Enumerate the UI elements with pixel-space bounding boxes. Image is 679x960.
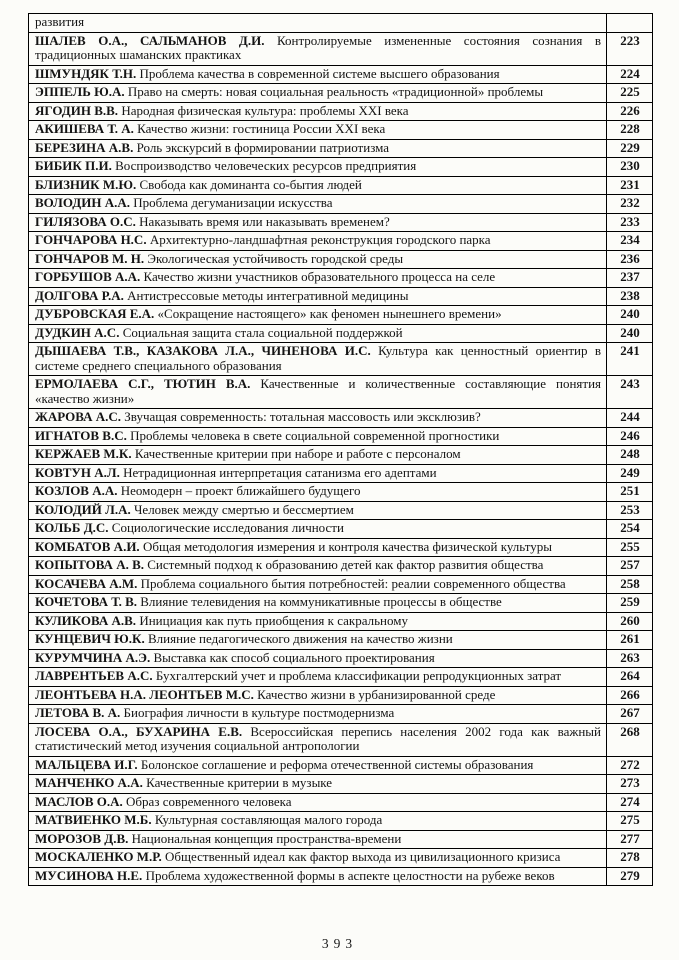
entry-title: Звучащая современность: тотальная массовость или эксклюзив? [124,409,481,424]
entry-page-number: 277 [607,830,653,849]
entry-page-number: 224 [607,65,653,84]
entry-text-cell [29,793,607,812]
entry-text-cell [29,446,607,465]
table-row [29,538,653,557]
entry-title: Свобода как доминанта со-бытия людей [139,176,362,192]
entry-authors: ШАЛЕВ О.А., САЛЬМАНОВ Д.И. [35,32,277,48]
entry-page-number: 225 [607,84,653,103]
entry-text-cell [29,812,607,831]
entry-title: Проблема социального бытия потребностей: реалии современного общества [140,575,566,591]
entry-page-number: 267 [607,705,653,724]
entry-title: Человек между смертью и бессмертием [133,501,354,517]
entry-authors: АКИШЕВА Т. А. [35,121,138,136]
entry-page-number: 273 [607,775,653,794]
entry-page-number: 266 [607,686,653,705]
entry-authors: МУСИНОВА Н.Е. [35,867,146,883]
table-row [29,176,653,195]
entry-page-number: 272 [607,756,653,775]
entry-page-number: 243 [607,376,653,409]
entry-title: Проблема художественной формы в аспекте целостности на рубеже веков [145,867,555,883]
table-row [29,232,653,251]
entry-authors: ЛАВРЕНТЬЕВ А.С. [35,668,156,683]
entry-authors: КЕРЖАЕВ М.К. [35,446,135,461]
entry-title: Проблемы человека в свете социальной современной прогностики [130,427,500,443]
table-row [29,649,653,668]
entry-title: Неомодерн – проект ближайшего будущего [120,483,361,498]
entry-authors: ГИЛЯЗОВА О.С. [35,213,140,229]
entry-text-cell [29,139,607,158]
entry-page-number: 229 [607,139,653,158]
entry-page-number: 226 [607,102,653,121]
entry-page-number: 259 [607,594,653,613]
entry-text-cell [29,409,607,428]
entry-authors: ЭППЕЛЬ Ю.А. [35,84,128,99]
entry-title: Народная физическая культура: проблемы XXI века [121,102,409,118]
entry-title: Влияние педагогического движения на качество жизни [148,631,453,646]
entry-authors: КОЛОДИЙ Л.А. [35,501,134,517]
entry-authors: ЯГОДИН В.В. [35,102,122,118]
entry-text-cell [29,324,607,343]
entry-title: Системный подход к образованию детей как фактор развития общества [147,557,544,572]
entry-text-cell [29,14,607,33]
entry-page-number [607,14,653,33]
entry-title: Качественные критерии при наборе и работе с персоналом [134,446,461,461]
table-row [29,594,653,613]
entry-text-cell [29,501,607,520]
entry-authors: БЕРЕЗИНА А.В. [35,139,137,155]
entry-title: Всероссийская перепись населения 2002 года как важный статистический метод изучения социальной антропологии [35,723,601,753]
entry-page-number: 244 [607,409,653,428]
entry-title: Влияние телевидения на коммуникативные процессы в обществе [140,594,502,609]
entry-page-number: 253 [607,501,653,520]
entry-text-cell [29,575,607,594]
entry-page-number: 246 [607,427,653,446]
entry-page-number: 260 [607,612,653,631]
entry-authors: БЛИЗНИК М.Ю. [35,176,140,192]
entry-text-cell [29,343,607,376]
entry-title: Нетрадиционная интерпретация сатанизма его адептами [123,464,437,480]
entry-title: «Сокращение настоящего» как феномен нынешнего времени» [157,306,502,321]
table-row [29,269,653,288]
entry-page-number: 232 [607,195,653,214]
entry-authors: МАТВИЕНКО М.Б. [35,812,155,827]
entry-title: Культурная составляющая малого города [154,812,383,827]
table-row [29,483,653,502]
entry-page-number: 241 [607,343,653,376]
entry-text-cell [29,705,607,724]
entry-page-number: 279 [607,867,653,886]
entry-title: Проблема дегуманизации искусства [133,195,333,210]
table-row [29,775,653,794]
entry-title: Качество жизни в урбанизированной среде [257,686,496,702]
entry-authors: ЛЕОНТЬЕВА Н.А. ЛЕОНТЬЕВ М.С. [35,686,258,702]
entry-page-number: 230 [607,158,653,177]
table-row [29,32,653,65]
entry-text-cell [29,65,607,84]
entry-authors: ИГНАТОВ В.С. [35,427,131,443]
entry-title: Качество жизни участников образовательного процесса на селе [143,269,496,284]
entry-authors: МОРОЗОВ Д.В. [35,830,132,846]
entry-title: Качественные критерии в музыке [146,775,333,790]
entry-authors: ЖАРОВА А.С. [35,409,125,424]
entry-title: Архитектурно-ландшафтная реконструкция городского парка [149,232,491,247]
entry-page-number: 240 [607,306,653,325]
table-row [29,686,653,705]
table-row [29,612,653,631]
entry-page-number: 237 [607,269,653,288]
entry-text-cell [29,464,607,483]
entry-page-number: 248 [607,446,653,465]
table-row [29,65,653,84]
entry-title: Право на смерть: новая социальная реальность «традиционной» проблемы [127,84,544,99]
entry-text-cell [29,102,607,121]
entry-text-cell [29,612,607,631]
entry-title: Антистрессовые методы интегративной медицины [127,287,409,303]
table-row [29,520,653,539]
entry-authors: ШМУНДЯК Т.Н. [35,65,140,81]
entry-text-cell [29,867,607,886]
entry-page-number: 261 [607,631,653,650]
entry-text-cell [29,306,607,325]
table-row [29,139,653,158]
table-row [29,121,653,140]
entry-text-cell [29,483,607,502]
entry-page-number: 255 [607,538,653,557]
table-row [29,427,653,446]
entry-title: Бухгалтерский учет и проблема классификации репродукционных затрат [155,668,562,683]
entry-page-number: 264 [607,668,653,687]
entry-title: Контролируемые измененные состояния сознания в традиционных шаманских практиках [35,32,601,62]
table-row [29,705,653,724]
table-row [29,812,653,831]
page-number: 393 [321,936,358,951]
entry-authors: БИБИК П.И. [35,158,116,173]
entry-page-number: 275 [607,812,653,831]
table-row [29,287,653,306]
entry-text-cell [29,427,607,446]
entry-title: Инициация как путь приобщения к сакральному [139,612,408,628]
table-row [29,668,653,687]
entry-text-cell [29,269,607,288]
entry-title: Образ современного человека [126,793,292,809]
entry-text-cell [29,649,607,668]
entry-text-cell [29,84,607,103]
entry-authors: КУРУМЧИНА А.Э. [35,649,154,665]
entry-page-number: 233 [607,213,653,232]
entry-title: Болонское соглашение и реформа отечественной системы образования [140,756,534,772]
entry-page-number: 238 [607,287,653,306]
entry-text-cell [29,32,607,65]
entry-authors: КОМБАТОВ А.И. [35,538,143,554]
table-row [29,102,653,121]
entry-text-cell [29,158,607,177]
entry-title: Роль экскурсий в формировании патриотизма [136,139,390,155]
entry-page-number: 274 [607,793,653,812]
entry-text-cell [29,176,607,195]
entry-page-number: 231 [607,176,653,195]
entry-text-cell [29,213,607,232]
table-row [29,213,653,232]
entry-page-number: 236 [607,250,653,269]
entry-authors: КОЗЛОВ А.А. [35,483,121,498]
entry-page-number: 258 [607,575,653,594]
table-row [29,250,653,269]
entry-text-cell [29,287,607,306]
entry-text-cell [29,594,607,613]
table-row [29,84,653,103]
entry-title: Воспроизводство человеческих ресурсов предприятия [115,158,417,173]
entry-authors: МОСКАЛЕНКО М.Р. [35,849,166,864]
entry-text-cell [29,232,607,251]
entry-authors: ДУДКИН А.С. [35,324,123,340]
entry-authors: КОЛЬБ Д.С. [35,520,112,535]
entry-page-number: 278 [607,849,653,868]
entry-authors: КОПЫТОВА А. В. [35,557,148,572]
entry-authors: МАНЧЕНКО А.А. [35,775,147,790]
entry-page-number: 268 [607,723,653,756]
table-row [29,195,653,214]
entry-authors: КОВТУН А.Л. [35,464,124,480]
table-row [29,501,653,520]
entry-title: Качество жизни: гостиница России XXI века [137,121,386,136]
entry-text-cell [29,250,607,269]
entry-title: Национальная концепция пространства-времени [131,830,402,846]
entry-authors: КОЧЕТОВА Т. В. [35,594,141,609]
entry-text-cell [29,756,607,775]
table-row [29,306,653,325]
entry-authors: ВОЛОДИН А.А. [35,195,134,210]
table-row [29,14,653,33]
table-row [29,756,653,775]
entry-authors: ГОНЧАРОВ М. Н. [35,250,148,266]
entry-authors: ДЫШАЕВА Т.В., КАЗАКОВА Л.А., ЧИНЕНОВА И.С. [35,343,379,358]
entry-title: Проблема качества в современной системе высшего образования [139,65,500,81]
entry-page-number: 234 [607,232,653,251]
table-row [29,631,653,650]
entry-text-cell [29,830,607,849]
entry-page-number: 254 [607,520,653,539]
table-row [29,723,653,756]
entry-text-cell [29,723,607,756]
entry-page-number: 263 [607,649,653,668]
entry-page-number: 249 [607,464,653,483]
table-row [29,557,653,576]
entry-authors: КУЛИКОВА А.В. [35,612,140,628]
entry-authors: КОСАЧЕВА А.М. [35,575,141,591]
entry-title: Экологическая устойчивость городской среды [147,250,404,266]
entry-page-number: 228 [607,121,653,140]
entry-authors: ЛЕТОВА В. А. [35,705,124,720]
entry-authors: МАСЛОВ О.А. [35,793,127,809]
entry-title: Выставка как способ социального проектирования [153,649,435,665]
entry-text-cell [29,849,607,868]
entry-page-number: 240 [607,324,653,343]
table-row [29,575,653,594]
entry-text-cell [29,668,607,687]
table-row [29,867,653,886]
table-row [29,409,653,428]
entry-text-cell [29,557,607,576]
entry-title: Социологические исследования личности [111,520,344,535]
entry-page-number: 223 [607,32,653,65]
entry-authors: КУНЦЕВИЧ Ю.К. [35,631,148,646]
entry-title: развития [35,14,85,29]
entry-text-cell [29,121,607,140]
table-row [29,830,653,849]
table-row [29,464,653,483]
entry-text-cell [29,686,607,705]
entry-title: Общественный идеал как фактор выхода из цивилизационного кризиса [165,849,561,864]
table-row [29,376,653,409]
table-row [29,158,653,177]
entry-title: Общая методология измерения и контроля качества физической культуры [142,538,552,554]
entry-text-cell [29,538,607,557]
entry-page-number: 257 [607,557,653,576]
entry-title: Качественные и количественные составляющие понятия «качество жизни» [35,376,602,406]
table-row [29,793,653,812]
entry-title: Социальная защита стала социальной поддержкой [122,324,403,340]
entry-authors: ДОЛГОВА Р.А. [35,287,128,303]
toc-body [29,14,653,886]
entry-authors: ГОРБУШОВ А.А. [35,269,144,284]
table-row [29,849,653,868]
entry-authors: МАЛЬЦЕВА И.Г. [35,756,141,772]
entry-text-cell [29,520,607,539]
entry-text-cell [29,775,607,794]
toc-table [28,13,653,886]
entry-text-cell [29,195,607,214]
entry-authors: ЕРМОЛАЕВА С.Г., ТЮТИН В.А. [35,376,261,391]
entry-authors: ДУБРОВСКАЯ Е.А. [35,306,158,321]
entry-text-cell [29,376,607,409]
table-row [29,324,653,343]
entry-title: Культура как ценностный ориентир в системе среднего специального образования [35,343,601,373]
table-row [29,446,653,465]
entry-authors: ГОНЧАРОВА Н.С. [35,232,150,247]
entry-text-cell [29,631,607,650]
entry-page-number: 251 [607,483,653,502]
entry-title: Биография личности в культуре постмодернизма [123,705,395,720]
entry-title: Наказывать время или наказывать временем? [139,213,390,229]
table-row [29,343,653,376]
entry-authors: ЛОСЕВА О.А., БУХАРИНА Е.В. [35,723,251,739]
